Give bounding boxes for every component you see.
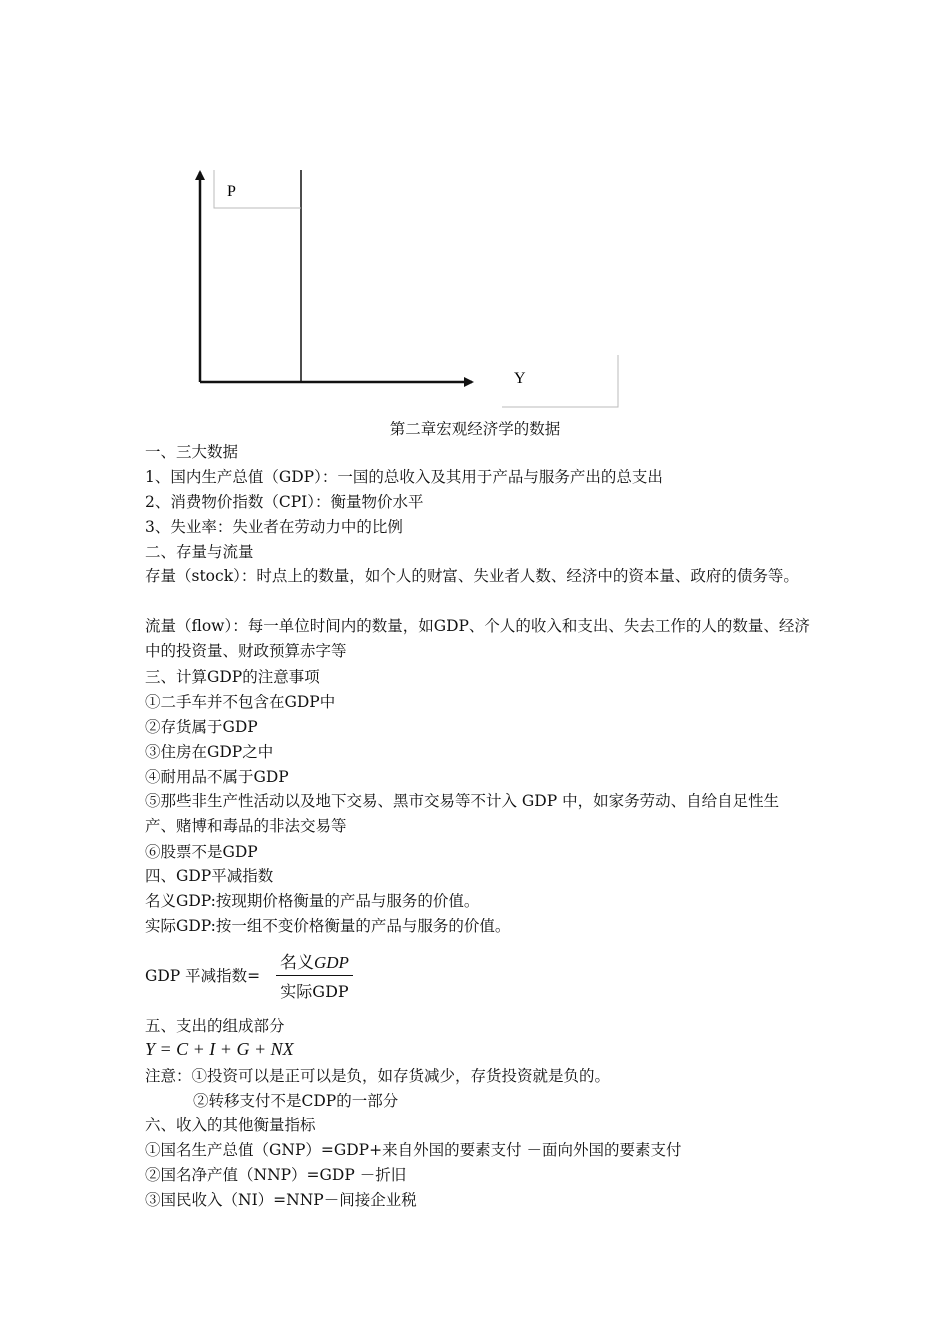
- fraction-denominator: 实际GDP: [280, 982, 349, 1001]
- stock-definition: 存量（stock）：时点上的数量，如个人的财富、失业者人数、经济中的资本量、政府的债务等。: [145, 567, 799, 585]
- expenditure-equation: Y = C + I + G + NX: [145, 1039, 294, 1059]
- section5-heading: 五、支出的组成部分: [145, 1017, 285, 1035]
- list-item: ①二手车并不包含在GDP中: [145, 693, 336, 711]
- y-label: Y: [514, 370, 526, 387]
- gnp-definition: ①国名生产总值（GNP）=GDP+来自外国的要素支付 －面向外国的要素支付: [145, 1141, 682, 1159]
- chapter-title: 第二章宏观经济学的数据: [389, 420, 561, 438]
- cpi-definition: 2、消费物价指数（CPI）：衡量物价水平: [145, 493, 424, 511]
- list-item: ⑥股票不是GDP: [145, 843, 258, 861]
- section1-heading: 一、三大数据: [145, 443, 239, 461]
- list-item: ②存货属于GDP: [145, 718, 258, 736]
- deflator-label: GDP 平减指数=: [145, 967, 261, 985]
- numerator-cn: 名义: [280, 953, 314, 973]
- note-investment: 注意：①投资可以是正可以是负，如存货减少，存货投资就是负的。: [145, 1067, 611, 1085]
- p-y-diagram: [150, 150, 630, 415]
- p-label: P: [227, 183, 236, 200]
- section4-heading: 四、GDP平减指数: [145, 867, 274, 885]
- nnp-definition: ②国名净产值（NNP）=GDP －折旧: [145, 1166, 407, 1184]
- section3-heading: 三、计算GDP的注意事项: [145, 668, 320, 686]
- axes-svg: [150, 150, 630, 415]
- list-item: ③住房在GDP之中: [145, 743, 274, 761]
- ni-definition: ③国民收入（NI）=NNP－间接企业税: [145, 1191, 417, 1209]
- gdp-definition: 1、国内生产总值（GDP）：一国的总收入及其用于产品与服务产出的总支出: [145, 468, 663, 486]
- deflator-fraction: [276, 948, 353, 1002]
- nominal-gdp-definition: 名义GDP:按现期价格衡量的产品与服务的价值。: [145, 892, 480, 910]
- fraction-numerator: [276, 948, 353, 976]
- list-item: ⑤那些非生产性活动以及地下交易、黑市交易等不计入 GDP 中，如家务劳动、自给自足性生产、赌博和毒品的非法交易等: [145, 792, 780, 835]
- flow-definition: 流量（flow）：每一单位时间内的数量，如GDP、个人的收入和支出、失去工作的人的数量、经济中的投资量、财政预算赤字等: [145, 617, 810, 660]
- real-gdp-definition: 实际GDP:按一组不变价格衡量的产品与服务的价值。: [145, 917, 511, 935]
- section2-heading: 二、存量与流量: [145, 543, 254, 561]
- note-transfer: ②转移支付不是CDP的一部分: [193, 1092, 399, 1110]
- list-item: ④耐用品不属于GDP: [145, 768, 289, 786]
- unemployment-definition: 3、失业率：失业者在劳动力中的比例: [145, 518, 403, 536]
- numerator-gdp: GDP: [314, 953, 349, 972]
- section6-heading: 六、收入的其他衡量指标: [145, 1116, 316, 1134]
